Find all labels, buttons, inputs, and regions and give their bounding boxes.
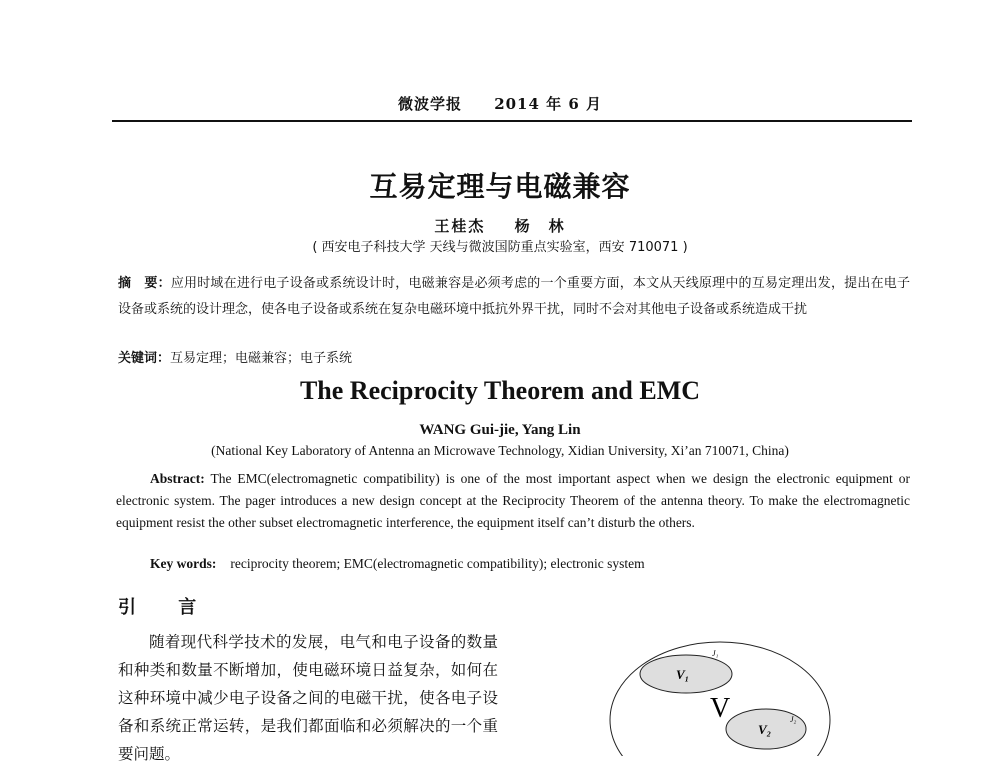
keywords-en-text: reciprocity theorem; EMC(electromagnetic compatibility); electronic system (230, 556, 645, 571)
authors-en: WANG Gui-jie, Yang Lin (419, 422, 581, 438)
region-1-label: V₁ (676, 667, 690, 682)
issue-date: 2014 年 6 月 (494, 95, 603, 113)
paper-title-en: The Reciprocity Theorem and EMC (299, 376, 701, 405)
header-rule (112, 120, 912, 122)
paper-title-cn: 互易定理与电磁兼容 (369, 170, 631, 203)
source-1-label: J₁ (712, 649, 719, 658)
keywords-cn (118, 347, 910, 366)
authors-cn (0, 215, 1000, 236)
keywords-cn-label: 关键词： (118, 351, 171, 366)
abstract-en-label: Abstract: (150, 471, 205, 486)
abstract-en-text: The EMC(electromagnetic compatibility) is one of the most important aspect when we design the electronic equipment or electronic system. The pager introduces a new design concept at the Reciprocity Theorem of the antenna theory. To make the electromagnetic equipment resist the other subset electromagnetic interference, the equipment itself can’t disturb the others. (116, 471, 910, 530)
outer-volume-label: V (710, 693, 731, 724)
keywords-en-label: Key words: (150, 556, 217, 571)
keywords-cn-text: 互易定理；电磁兼容；电子系统 (170, 351, 353, 366)
author-1-cn: 王桂杰 (434, 217, 486, 235)
abstract-en (116, 468, 910, 534)
intro-paragraph: 随着现代科学技术的发展，电气和电子设备的数量和种类和数量不断增加，使电磁环境日益复杂，如何在这种环境中减少电子设备之间的电磁干扰，使各电子设备和系统正常运转，是我们都面临和必须解决的一个重要问题。 (118, 633, 498, 763)
region-2-label: V₂ (758, 722, 772, 737)
affiliation-cn: ( 西安电子科技大学 天线与微波国防重点实验室，西安 710071 ) (312, 240, 688, 255)
section-heading-introduction: 引 言 (118, 597, 215, 618)
abstract-cn (118, 271, 910, 323)
abstract-cn-label: 摘 要： (118, 276, 171, 291)
running-header (0, 93, 1000, 114)
source-2-label: J₂ (790, 715, 797, 724)
affiliation-en: (National Key Laboratory of Antenna an Microwave Technology, Xidian University, Xi’an 710071, China) (211, 443, 789, 458)
journal-name: 微波学报 (397, 95, 462, 113)
author-2-cn: 杨 林 (514, 217, 566, 235)
keywords-en (150, 556, 910, 572)
reciprocity-figure (600, 632, 860, 756)
abstract-cn-text: 应用时域在进行电子设备或系统设计时，电磁兼容是必须考虑的一个重要方面，本文从天线原理中的互易定理出发，提出在电子设备或系统的设计理念，使各电子设备或系统在复杂电磁环境中抵抗外界干扰，同时不会对其他电子设备或系统造成干扰 (118, 276, 910, 317)
